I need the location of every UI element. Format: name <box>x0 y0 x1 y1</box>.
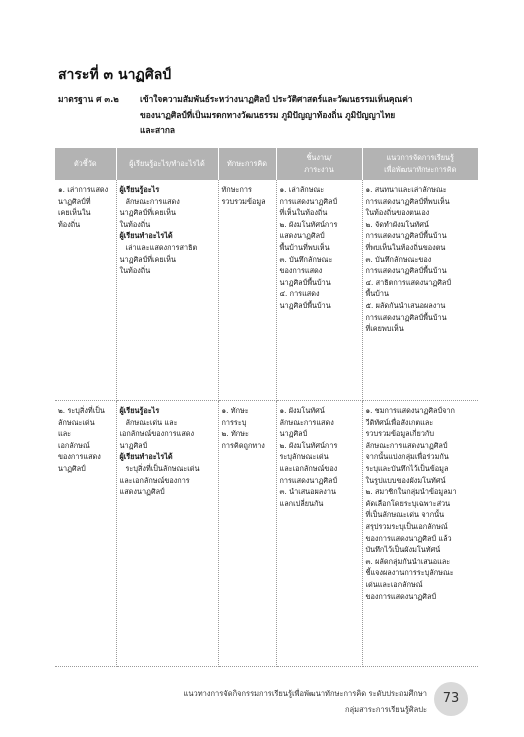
cell-line: ระบุลักษณะเด่น <box>279 452 329 462</box>
cell-line: นาฏศิลป์ที่เคยเห็น <box>119 254 176 264</box>
cell-line: ของการแสดง <box>58 452 101 462</box>
cell-line: นาฏศิลป์ที่เคยเห็น <box>119 208 176 218</box>
cell-line: สรุปรวมระบุเป็นเอกลักษณ์ <box>365 521 448 531</box>
cell-line: ลักษณะเด่น <box>58 417 95 427</box>
header-thinking-skill <box>218 148 276 180</box>
cell-line: ๒. สมาชิกในกลุ่มนำข้อมูลมา <box>365 487 457 497</box>
cell-workpiece <box>276 180 362 401</box>
cell-line: ๕. ผลัดกันนำเสนอผลงาน <box>365 300 446 310</box>
cell-line: ลักษณะเด่น และ <box>125 417 178 427</box>
header-approach <box>362 148 478 180</box>
cell-line: นาฏศิลป์ที่ <box>58 196 91 206</box>
cell-line: ลักษณะการแสดงนาฏศิลป์ <box>365 440 448 450</box>
cell-line: ของการแสดงนาฏศิลป์ <box>365 591 437 601</box>
cell-line: การระบุ <box>221 417 247 427</box>
cell-line: ในท้องถิ่น <box>119 266 151 276</box>
header-line: ชิ้นงาน/ <box>306 153 332 163</box>
cell-line: ๔. สาธิตการแสดงนาฏศิลป์ <box>365 277 452 287</box>
standard-line: เข้าใจความสัมพันธ์ระหว่างนาฏศิลป์ ประวัติศาสตร์และวัฒนธรรมเห็นคุณค่า <box>140 94 413 104</box>
cell-line: ของการแสดง <box>279 266 323 276</box>
standard-text <box>140 92 478 139</box>
header-line: ตัวชี้วัด <box>73 159 97 169</box>
cell-line: พื้นบ้านที่พบเห็น <box>279 242 330 252</box>
cell-line: และ <box>58 429 72 439</box>
footer-book-title: แนวทางการจัดกิจกรรมการเรียนรู้เพื่อพัฒนาทักษะการคิด ระดับประถมศึกษา <box>183 689 427 698</box>
cell-indicator <box>55 180 116 401</box>
cell-line: บันทึกไว้เป็นผังมโนทัศน์ <box>365 545 441 555</box>
cell-line: การแสดงนาฏศิลป์พื้นบ้าน <box>365 231 447 241</box>
standard-line: ของนาฏศิลป์ที่เป็นมรดกทางวัฒนธรรม ภูมิปัญญาท้องถิ่น ภูมิปัญญาไทย <box>140 109 396 120</box>
cell-line: ของการแสดงนาฏศิลป์ แล้ว <box>365 533 452 543</box>
cell-line: นาฏศิลป์พื้นบ้าน <box>279 300 331 310</box>
page-heading: สาระที่ ๓ นาฏศิลป์ <box>58 67 172 83</box>
cell-subheading: ผู้เรียนรู้อะไร <box>119 406 160 415</box>
cell-line: นาฏศิลป์พื้นบ้าน <box>279 277 331 287</box>
cell-line: ชี้แจงผลงานการระบุลักษณะ <box>365 568 454 578</box>
cell-line: ที่เคยพบเห็น <box>365 324 404 334</box>
cell-line: ที่เห็นในท้องถิ่น <box>279 208 328 218</box>
cell-line: คัดเลือกโดยระบุเฉพาะส่วน <box>365 498 451 508</box>
cell-line: ในท้องถิ่นของตนเอง <box>365 208 430 218</box>
cell-line: ลักษณะการแสดง <box>125 196 180 206</box>
cell-line: และเอกลักษณ์ของการ <box>119 475 190 485</box>
cell-line: นาฏศิลป์ <box>279 429 308 439</box>
cell-line: แสดงนาฏศิลป์ <box>279 231 325 241</box>
cell-line: จากนั้นแบ่งกลุ่มเพื่อร่วมกัน <box>365 452 449 462</box>
cell-workpiece <box>276 401 362 667</box>
table-header-row <box>55 148 478 180</box>
cell-line: พื้นบ้าน <box>365 289 390 299</box>
cell-line: ๑. เล่าการแสดง <box>58 185 109 194</box>
cell-line: ในท้องถิ่น <box>119 219 151 229</box>
cell-line: เอกลักษณ์ <box>58 440 90 450</box>
cell-line: รวบรวมข้อมูล <box>221 196 266 206</box>
cell-line: ๓. นำเสนอผลงาน <box>279 487 336 497</box>
cell-line: ๑. เล่าลักษณะ <box>279 185 325 194</box>
cell-line: ที่เป็นลักษณะเด่น จากนั้น <box>365 510 445 520</box>
cell-line: การแสดงนาฏศิลป์ <box>279 196 338 206</box>
cell-indicator <box>55 401 116 667</box>
cell-line: แลกเปลี่ยนกัน <box>279 498 324 508</box>
page-number-badge: 73 <box>434 682 468 716</box>
cell-line: การคิดถูกทาง <box>221 440 265 450</box>
cell-line: ๑. สนทนาและเล่าลักษณะ <box>365 185 447 194</box>
header-line: แนวการจัดการเรียนรู้ <box>386 153 454 163</box>
cell-line: ระบุสิ่งที่เป็นลักษณะเด่น <box>125 463 200 473</box>
cell-line: ๓. บันทึกลักษณะของ <box>365 254 432 264</box>
cell-learning <box>116 401 218 667</box>
cell-line: ๒. ผังมโนทัศน์การ <box>279 440 338 450</box>
standard-block <box>58 92 478 139</box>
cell-line: การแสดงนาฏศิลป์ <box>279 475 338 485</box>
cell-line: เล่าและแสดงการสาธิต <box>125 242 198 252</box>
cell-line: การแสดงนาฏศิลป์ที่พบเห็น <box>365 196 450 206</box>
cell-line: เด่นและเอกลักษณ์ <box>365 579 423 589</box>
header-line: ผู้เรียนรู้อะไร/ทำอะไรได้ <box>129 159 205 169</box>
cell-line: ๑. ทักษะ <box>221 406 249 415</box>
header-line: ภาระงาน <box>304 165 334 174</box>
cell-thinking-skill <box>218 401 276 667</box>
table-row <box>55 180 478 401</box>
cell-approach <box>362 180 478 401</box>
cell-line: ในรูปแบบของผังมโนทัศน์ <box>365 475 446 485</box>
cell-line: การแสดงนาฏศิลป์พื้นบ้าน <box>365 312 447 322</box>
cell-line: นาฏศิลป์ <box>119 440 148 450</box>
cell-line: เคยเห็นใน <box>58 208 91 218</box>
header-line: เพื่อพัฒนาทักษะการคิด <box>384 165 457 174</box>
cell-line: ทักษะการ <box>221 185 252 194</box>
cell-subheading: ผู้เรียนรู้อะไร <box>119 185 160 194</box>
cell-line: ระบุและบันทึกไว้เป็นข้อมูล <box>365 463 449 473</box>
cell-line: นาฏศิลป์ <box>58 463 86 473</box>
cell-line: และเอกลักษณ์ของ <box>279 463 338 473</box>
cell-line: รวบรวมข้อมูลเกี่ยวกับ <box>365 429 434 439</box>
footer-subject: กลุ่มสาระการเรียนรู้ศิลปะ <box>345 705 427 714</box>
cell-line: ๓. บันทึกลักษณะ <box>279 254 333 264</box>
cell-line: ท้องถิ่น <box>58 219 81 229</box>
table-row <box>55 401 478 667</box>
cell-learning <box>116 180 218 401</box>
cell-subheading: ผู้เรียนทำอะไรได้ <box>119 452 173 462</box>
cell-line: ที่พบเห็นในท้องถิ่นของตน <box>365 242 446 252</box>
header-indicator <box>55 148 116 180</box>
cell-line: ๒. จัดทำผังมโนทัศน์ <box>365 219 429 229</box>
cell-approach <box>362 401 478 667</box>
cell-thinking-skill <box>218 180 276 401</box>
cell-subheading: ผู้เรียนทำอะไรได้ <box>119 231 173 241</box>
cell-line: วีดิทัศน์เพื่อสังเกตและ <box>365 417 434 427</box>
learning-table <box>55 148 478 667</box>
cell-line: ๒. ระบุสิ่งที่เป็น <box>58 406 105 415</box>
header-learning <box>116 148 218 180</box>
cell-line: ๒. ทักษะ <box>221 429 249 439</box>
cell-line: ลักษณะการแสดง <box>279 417 334 427</box>
header-workpiece <box>276 148 362 180</box>
cell-line: แสดงนาฏศิลป์ <box>119 487 165 497</box>
cell-line: ๑. ผังมโนทัศน์ <box>279 406 325 415</box>
cell-line: การแสดงนาฏศิลป์พื้นบ้าน <box>365 266 447 276</box>
standard-code: มาตรฐาน ศ ๓.๒ <box>58 94 119 104</box>
cell-line: ๒. ผังมโนทัศน์การ <box>279 219 338 229</box>
cell-line: ๑. ชมการแสดงนาฏศิลป์จาก <box>365 406 455 415</box>
cell-line: ๓. ผลัดกลุ่มกันนำเสนอและ <box>365 556 451 566</box>
standard-line: และสากล <box>140 125 176 135</box>
cell-line: เอกลักษณ์ของการแสดง <box>119 429 195 439</box>
cell-line: ๔. การแสดง <box>279 289 320 299</box>
header-line: ทักษะการคิด <box>226 159 267 169</box>
